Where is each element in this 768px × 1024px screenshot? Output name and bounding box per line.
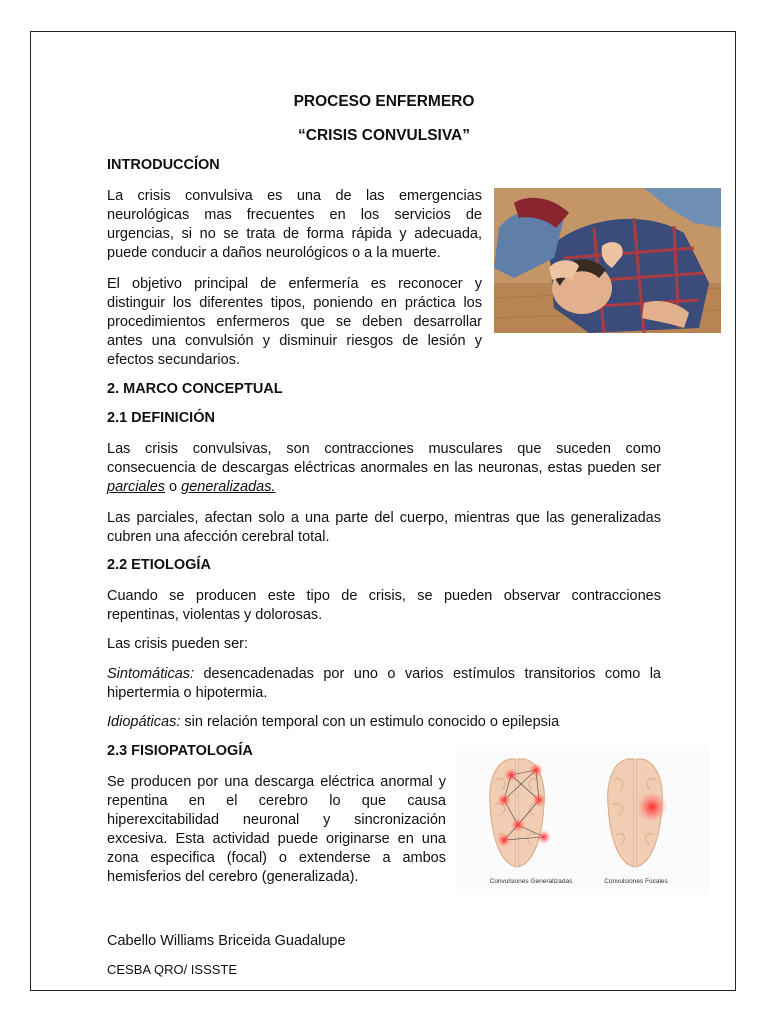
etiology-paragraph-4 (107, 714, 559, 730)
parciales-link: parciales (107, 479, 166, 495)
fisiopatologia-text: Se producen por una descarga eléctrica anormal y repentina en el cerebro lo que causa hiperexcitabilidad neuronal y sincronización excesiva. Esta actividad puede originarse en una zona especifica (focal) o extenderse a ambos hemisferios del cerebro (generalizada). (107, 774, 446, 885)
intro-text-1: La crisis convulsiva es una de las emergencias neurológicas mas frecuentes en los servicios de urgencias, si no se trata de forma rápida y adecuada, puede conducir a daños neurológicos o a la muerte. (107, 188, 482, 261)
institution-name: CESBA QRO/ ISSSTE (107, 962, 238, 977)
intro-text-2: El objetivo principal de enfermería es reconocer y distinguir los diferentes tipos, poniendo en práctica los procedimientos enfermeros que se deben desarrollar antes una convulsión y disminuir riesgos de lesión y efectos secundarios. (107, 276, 482, 368)
intro-heading: INTRODUCCÍON (107, 157, 220, 173)
first-aid-photo (494, 188, 721, 333)
etiology-paragraph-1 (107, 587, 661, 625)
definition-text-start: Las crisis convulsivas, son contracciones musculares que suceden como consecuencia de descargas eléctricas anormales en las neuronas, estas pueden ser (107, 441, 661, 476)
idiopaticas-text: sin relación temporal con un estimulo conocido o epilepsia (180, 714, 560, 730)
generalized-brain-icon (490, 759, 551, 867)
focal-caption: Convulsiones Focales (604, 878, 668, 885)
etiology-text-1: Cuando se producen este tipo de crisis, se pueden observar contracciones repentinas, violentas y dolorosas. (107, 588, 661, 623)
brain-seizure-diagram (456, 745, 710, 895)
fisiopatologia-paragraph (107, 773, 446, 887)
definition-text-2: Las parciales, afectan solo a una parte del cuerpo, mientras que las generalizadas cubren una afección cerebral total. (107, 510, 661, 545)
etiology-paragraph-3 (107, 665, 661, 703)
definition-heading: 2.1 DEFINICIÓN (107, 410, 215, 426)
generalized-caption: Convulsiones Generalizadas (489, 878, 573, 885)
document-title: PROCESO ENFERMERO (293, 93, 475, 110)
generalizadas-link: generalizadas. (181, 479, 276, 495)
focal-brain-icon (608, 759, 667, 867)
intro-paragraph-1 (107, 187, 482, 263)
sintomaticas-text: desencadenadas por uno o varios estímulos transitorios como la hipertermia o hipotermia. (107, 666, 661, 701)
sintomaticas-label: Sintomáticas: (107, 666, 195, 682)
fisiopatologia-heading: 2.3 FISIOPATOLOGÍA (107, 743, 253, 759)
marco-heading: 2. MARCO CONCEPTUAL (107, 381, 283, 397)
author-name: Cabello Williams Briceida Guadalupe (107, 933, 346, 949)
intro-paragraph-2 (107, 275, 482, 370)
etiology-paragraph-2: Las crisis pueden ser: (107, 636, 249, 652)
definition-paragraph-1 (107, 440, 661, 497)
document-subtitle: “CRISIS CONVULSIVA” (298, 127, 470, 144)
etiology-heading: 2.2 ETIOLOGÍA (107, 557, 211, 573)
definition-paragraph-2 (107, 509, 661, 547)
definition-text-mid: o (165, 479, 182, 495)
idiopaticas-label: Idiopáticas: (107, 714, 181, 730)
